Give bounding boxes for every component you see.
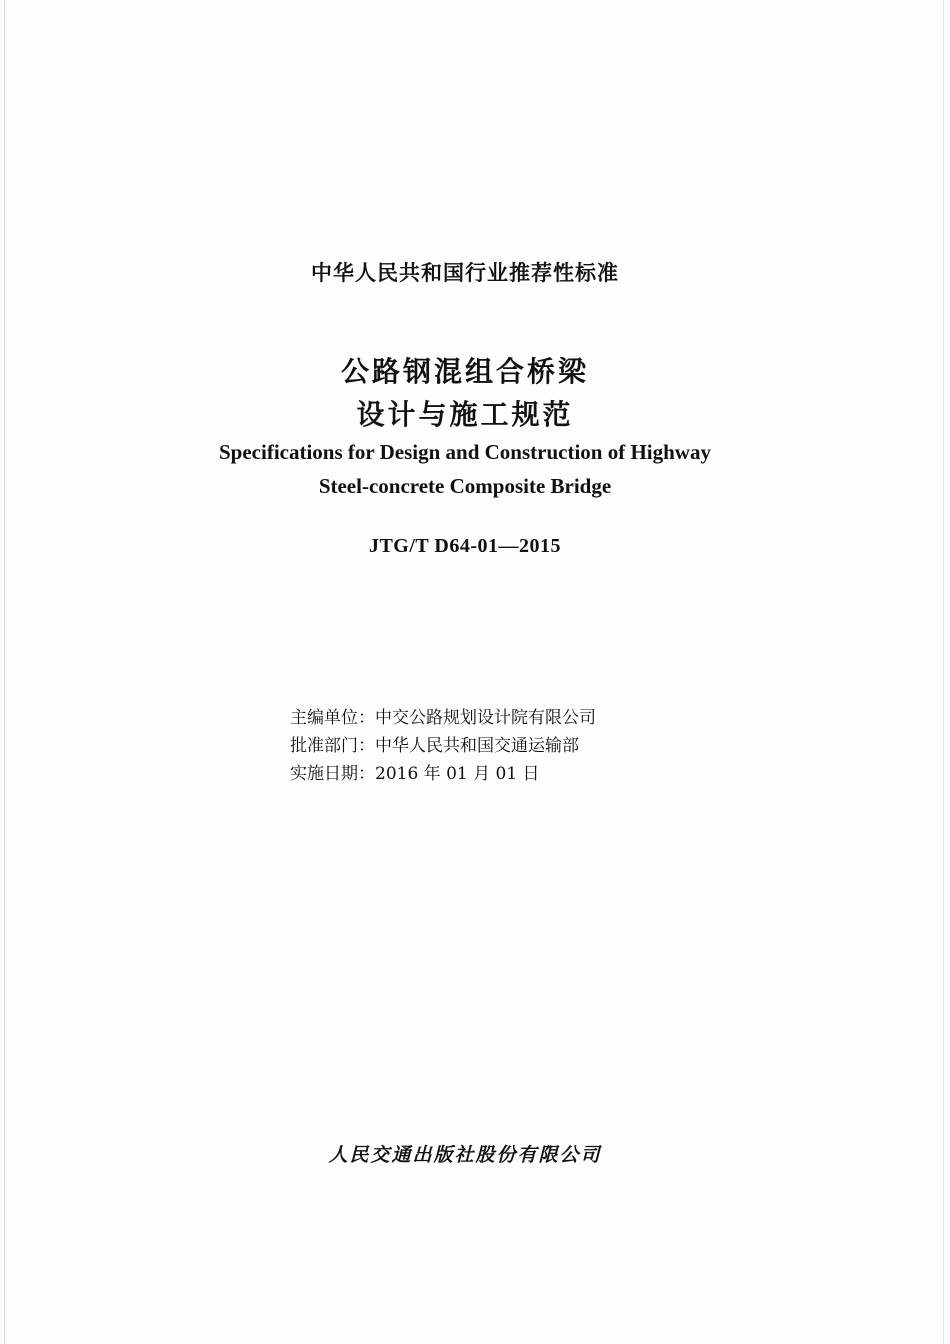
title-en-line2: Steel-concrete Composite Bridge xyxy=(318,474,612,498)
info-block xyxy=(290,704,596,788)
info-row-editor xyxy=(290,704,596,732)
info-label: 批准部门： xyxy=(290,736,375,756)
standard-type: 中华人民共和国行业推荐性标准 xyxy=(311,261,619,285)
title-cn-line1: 公路钢混组合桥梁 xyxy=(340,355,589,388)
title-en-line1: Specifications for Design and Construction of Highway xyxy=(219,440,711,464)
info-value: 中华人民共和国交通运输部 xyxy=(375,736,579,756)
scan-edge-right xyxy=(943,0,944,1344)
title-cn-line2: 设计与施工规范 xyxy=(356,398,574,431)
publisher-name: 人民交通出版社股份有限公司 xyxy=(328,1144,602,1166)
info-row-date xyxy=(290,760,596,788)
info-label: 实施日期： xyxy=(290,764,375,784)
info-value: 2016 年 01 月 01 日 xyxy=(375,764,540,784)
standard-code: JTG/T D64-01—2015 xyxy=(368,535,562,557)
info-row-approval xyxy=(290,732,596,760)
info-value: 中交公路规划设计院有限公司 xyxy=(375,708,596,728)
info-label: 主编单位： xyxy=(290,708,375,728)
